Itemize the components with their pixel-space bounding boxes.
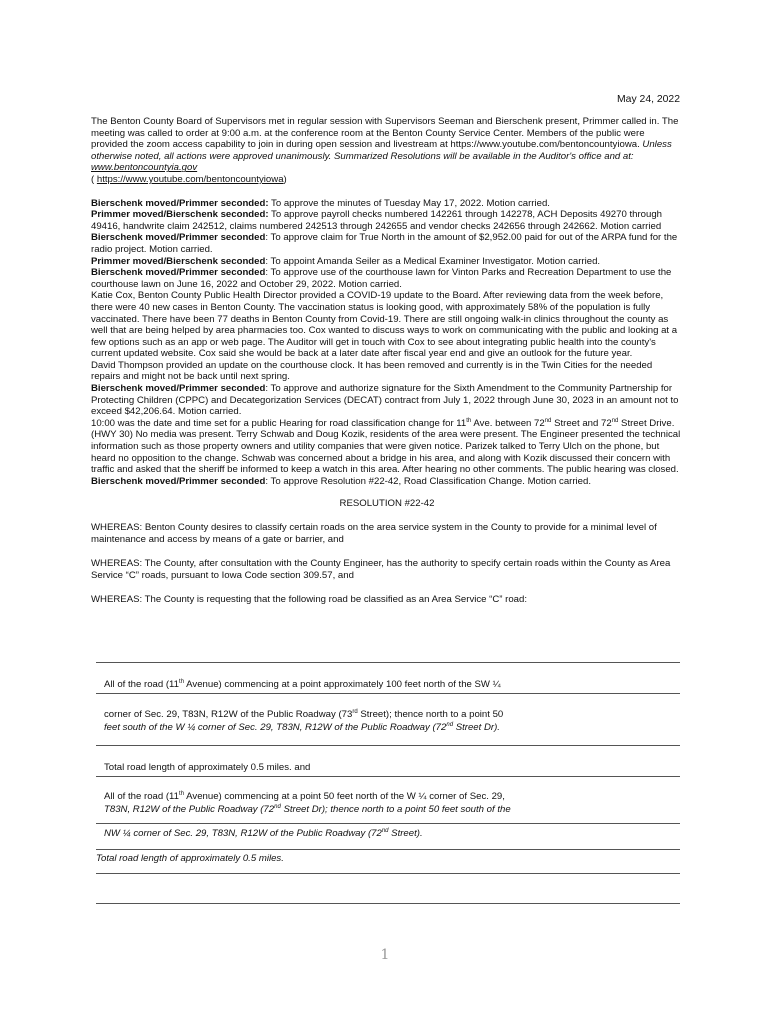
motion-lead: Bierschenk moved/Primmer seconded: xyxy=(91,197,269,209)
motion-text: : To approve Resolution #22-42, Road Classification Change. Motion carried. xyxy=(265,475,592,487)
road-line: Total road length of approximately 0.5 miles. xyxy=(96,853,284,864)
table-rule xyxy=(96,849,680,850)
road-line xyxy=(104,709,503,720)
table-rule xyxy=(96,903,680,904)
motion-text: : To approve claim for True North in the amount of $2,952.00 paid for out of the ARPA fund for the radio project. Motion carried. xyxy=(91,232,678,255)
ordinal-suffix: th xyxy=(179,678,185,685)
whereas-clause: WHEREAS: The County is requesting that the following road be classified as an Area Service “C” road: xyxy=(91,594,528,606)
ordinal-suffix: rd xyxy=(352,708,358,715)
motion-text: : To approve use of the courthouse lawn for Vinton Parks and Recreation Department to use the courthouse lawn on June 16, 2022 and October 29, 2022. Motion carried. xyxy=(91,267,672,290)
table-rule xyxy=(96,693,680,694)
motion-lead: Bierschenk moved/Primmer seconded xyxy=(91,383,266,395)
road-text: Street Dr). xyxy=(453,722,500,733)
table-rule xyxy=(96,873,680,874)
intro-paragraph xyxy=(91,116,683,186)
hearing-text: 10:00 was the date and time set for a public Hearing for road classification change for 11 xyxy=(91,417,467,429)
hearing-text: Street Drive. (HWY 30) No media was present. Terry Schwab and Doug Kozik, residents of the area were present. The Engineer presented the technical information such as those property owners and utility companies that were given notice. Parizek talked to Terry Ulch on the phone, but heard no opposition to the change. Schwab was concerned about a bridge in his area, and along with Kozik discussed their concern with traffic and asked that the sheriff be informed to keep a watch in this area. After hearing no other comments. The public hearing was closed. xyxy=(91,417,681,476)
minutes-body xyxy=(91,116,683,619)
county-website-link[interactable]: www.bentoncountyia.gov xyxy=(91,162,198,174)
ordinal-suffix: nd xyxy=(611,417,619,424)
motion-lead: Bierschenk moved/Primmer seconded xyxy=(91,232,266,244)
motion-item xyxy=(91,232,683,255)
motion-lead: Primmer moved/Bierschenk seconded: xyxy=(91,209,269,221)
health-update-text: Katie Cox, Benton County Public Health Director provided a COVID-19 update to the Board. After reviewing data from the week before, there were 40 new cases in Benton County. The vaccination status is looking good, with approximately 58% of the population is fully vaccinated. There have been 77 deaths in Benton County from Covid-19. There are still ongoing walk-in clinics throughout the county as well that are being helped by area pharmacies too. Cox wanted to discuss ways to work on communicating with the public and looking at a few options such as an app or web page. The Auditor will get in touch with Cox to see about integrating public health into the county's current updated website. Cox said she would be back at a later date after fiscal year end and give an outlook for the future year. xyxy=(91,290,678,360)
whereas-clause: WHEREAS: The County, after consultation with the County Engineer, has the authority to specify certain roads within the County as Area Service “C” roads, pursuant to Iowa Code section 309.57, and xyxy=(91,558,671,581)
road-text: corner of Sec. 29, T83N, R12W of the Public Roadway (73 xyxy=(104,709,353,720)
page-number: 1 xyxy=(380,947,390,963)
road-line xyxy=(104,804,511,815)
motion-text: : To approve and authorize signature for the Sixth Amendment to the Community Partnership for Protecting Children (CPPC) and Decategorization Services (DECAT) contract from July 1, 2022 through June 30, 2023 in an amount not to exceed $42,206.64. Motion carried. xyxy=(91,383,679,418)
road-text: feet south of the W ¼ corner of Sec. 29, T83N, R12W of the Public Roadway (72 xyxy=(104,722,447,733)
ordinal-suffix: nd xyxy=(544,417,552,424)
road-line xyxy=(104,679,501,690)
road-text: All of the road (11 xyxy=(104,679,180,690)
road-text: Avenue) commencing at a point approximately 100 feet north of the SW ¼ xyxy=(184,679,501,690)
motion-item xyxy=(91,198,683,210)
link2-suffix: ) xyxy=(283,173,287,185)
motion-text: To approve the minutes of Tuesday May 17, 2022. Motion carried. xyxy=(268,197,550,209)
motion-item xyxy=(91,383,683,418)
table-rule xyxy=(96,745,680,746)
youtube-link[interactable]: https://www.youtube.com/bentoncountyiowa xyxy=(96,173,284,185)
hearing-text: Ave. between 72 xyxy=(471,417,545,429)
road-line: Total road length of approximately 0.5 miles. and xyxy=(104,762,311,773)
road-text: Street Dr); thence north to a point 50 feet south of the xyxy=(280,804,511,815)
road-line xyxy=(104,828,423,839)
motion-lead: Bierschenk moved/Primmer seconded xyxy=(91,475,266,487)
motion-lead: Bierschenk moved/Primmer seconded xyxy=(91,267,266,279)
motion-lead: Primmer moved/Bierschenk seconded xyxy=(91,255,266,267)
road-text: T83N, R12W of the Public Roadway (72 xyxy=(104,804,275,815)
road-line xyxy=(104,722,500,733)
ordinal-suffix: th xyxy=(179,790,185,797)
road-line xyxy=(104,791,505,802)
motion-item xyxy=(91,267,683,290)
ordinal-suffix: nd xyxy=(274,803,281,810)
ordinal-suffix: nd xyxy=(446,721,454,728)
meeting-date: May 24, 2022 xyxy=(617,94,680,105)
motion-item xyxy=(91,476,683,488)
road-text: Avenue) commencing at a point 50 feet north of the W ¼ corner of Sec. 29, xyxy=(184,791,505,802)
public-hearing-paragraph xyxy=(91,418,683,476)
motion-item xyxy=(91,209,683,232)
intro-text: The Benton County Board of Supervisors met in regular session with Supervisors Seeman and Bierschenk present, Primmer called in. The meeting was called to order at 9:00 a.m. at the conference room at the Benton County Service Center. Members of the public were provided the zoom access capability to join in during open session and livestream at https://www.youtube.com/bentoncountyiowa. xyxy=(91,116,679,151)
motion-text: : To appoint Amanda Seiler as a Medical Examiner Investigator. Motion carried. xyxy=(265,255,601,267)
intro-italic: Unless otherwise noted, all actions were approved unanimously. Summarized Resolutions will be available in the Auditor's office and at: xyxy=(91,139,672,162)
road-text: Street); thence north to a point 50 xyxy=(357,709,504,720)
whereas-clause: WHEREAS: Benton County desires to classify certain roads on the area service system in the County to provide for a minimal level of maintenance and access by means of a gate or barrier, and xyxy=(91,522,657,545)
table-rule xyxy=(96,662,680,663)
clock-update xyxy=(91,360,683,383)
motion-item xyxy=(91,256,683,268)
table-rule xyxy=(96,823,680,824)
resolution-title: RESOLUTION #22-42 xyxy=(339,498,435,510)
road-text: NW ¼ corner of Sec. 29, T83N, R12W of the Public Roadway (72 xyxy=(104,828,382,839)
road-text: Street). xyxy=(388,828,423,839)
clock-update-text: David Thompson provided an update on the courthouse clock. It has been removed and currently is in the Twin Cities for the needed repairs and might not be back until next spring. xyxy=(91,359,653,383)
table-rule xyxy=(96,776,680,777)
motion-text: To approve payroll checks numbered 142261 through 142278, ACH Deposits 49270 through 49416, handwrite claim 242512, claims numbered 242513 through 242655 and vendor checks 242656 through 242662. Motion carried xyxy=(91,209,662,232)
ordinal-suffix: th xyxy=(466,417,472,424)
ordinal-suffix: nd xyxy=(381,827,389,834)
link2-prefix: ( xyxy=(91,173,97,185)
road-text: All of the road (11 xyxy=(104,791,180,802)
hearing-text: Street and 72 xyxy=(551,417,612,429)
health-update xyxy=(91,290,683,360)
